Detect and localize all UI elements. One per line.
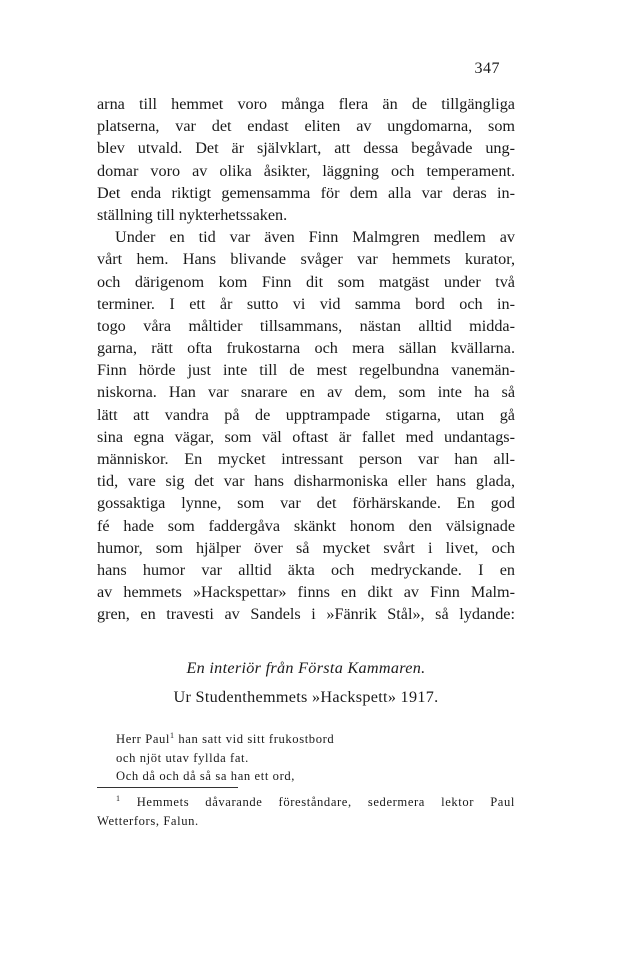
body-line: Finn hörde just inte till de mest regelbundna vanemän-: [97, 361, 515, 380]
footnote-text: Hemmets dåvarande föreståndare, sedermera lektor Paul: [120, 795, 515, 809]
body-line: hans humor var alltid äkta och medryckande. I en: [97, 560, 515, 579]
body-line: vårt hem. Hans blivande svåger var hemmets kurator,: [97, 250, 515, 269]
body-line: och därigenom kom Finn dit som matgäst under två: [97, 272, 515, 291]
body-line: sina egna vägar, som väl oftast är fallet med undantags-: [97, 427, 515, 446]
verse-line-text: Herr Paul: [116, 732, 171, 746]
poem-subtitle: Ur Studenthemmets »Hackspett» 1917.: [173, 688, 439, 706]
body-line: domar voro av olika åsikter, läggning och temperament.: [97, 161, 515, 180]
body-line: gossaktiga lynne, som var det förhärskande. En god: [97, 494, 515, 513]
body-line: människor. En mycket intressant person var han all-: [97, 450, 515, 468]
footnote-line: [97, 793, 515, 812]
body-line: niskorna. Han var snarare en av dem, som inte ha så: [97, 383, 515, 402]
verse-line: [116, 730, 496, 749]
verse-line-text: han satt vid sitt frukostbord: [174, 732, 335, 746]
body-line: platserna, var det endast eliten av ungdomarna, som: [97, 117, 515, 136]
body-line: togo våra måltider tillsammans, nästan alltid midda-: [97, 316, 515, 335]
footnote-reference: 1: [170, 730, 175, 740]
footnote-mark: 1: [116, 793, 121, 803]
body-line: terminer. I ett år sutto vi vid samma bord och in-: [97, 294, 515, 313]
body-line: av hemmets »Hackspettar» finns en dikt av Finn Malm-: [97, 583, 515, 602]
body-line: humor, som hjälper över så mycket svårt i livet, och: [97, 538, 515, 557]
verse-line: och njöt utav fyllda fat.: [116, 750, 249, 765]
body-text: [97, 93, 515, 626]
footnote-divider: [97, 787, 238, 788]
poem-title: En interiör från Första Kammaren.: [186, 659, 426, 677]
body-line: tid, vare sig det var hans disharmoniska eller hans glada,: [97, 472, 515, 491]
footnote-line: Wetterfors, Falun.: [97, 813, 199, 828]
page-number: 347: [474, 60, 500, 77]
body-line: lätt att vandra på de upptrampade stigarna, utan gå: [97, 405, 515, 424]
verse-line: Och då och då så sa han ett ord,: [116, 769, 296, 783]
body-line: gren, en travesti av Sandels i »Fänrik Stål», så lydande:: [97, 605, 515, 624]
poem-verse: [116, 730, 496, 786]
body-line: ställning till nykterhetssaken.: [97, 205, 288, 224]
body-line: blev utvald. Det är självklart, att dessa begåvade ung-: [97, 139, 515, 158]
body-line: fé hade som faddergåva skänkt honom den välsignade: [97, 516, 515, 535]
body-line: Under en tid var även Finn Malmgren medlem av: [115, 228, 515, 247]
body-line: arna till hemmet voro många flera än de tillgängliga: [97, 95, 515, 113]
body-line: Det enda riktigt gemensamma för dem alla var deras in-: [97, 183, 515, 202]
body-line: garna, rätt ofta frukostarna och mera sällan kvällarna.: [97, 339, 515, 358]
footnote: [97, 793, 515, 830]
